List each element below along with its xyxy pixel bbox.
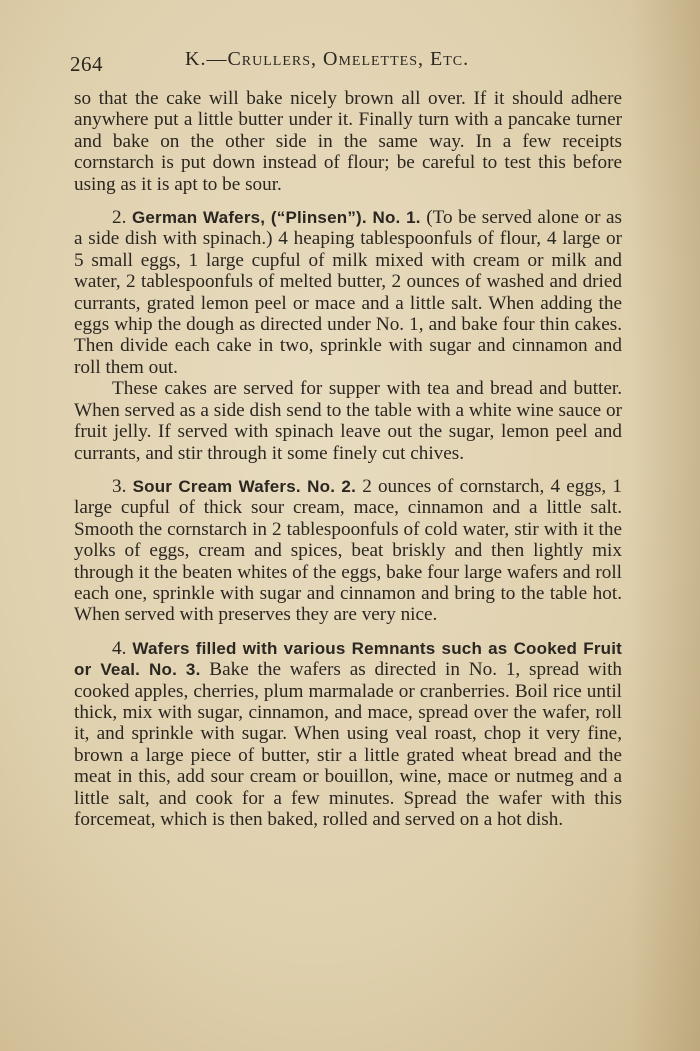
recipe-number: 4. [112, 637, 127, 659]
page-number: 264 [70, 52, 103, 76]
recipe-text: Bake the wafers as directed in No. 1, spread with cooked apples, cherries, plum marmalade or cranberries. Boil rice until thick, mix with sugar, cinnamon, and mace, spread over the wafer, roll it, and sprinkle with sugar. When using veal roast, chop it very fine, brown a large piece of butter, stir a little grated wheat bread and the meat in this, add sour cream or bouillon, wine, mace or nutmeg and a little salt, and cook for a few minutes. Spread the wafer with this forcemeat, which is then baked, rolled and served on a hot dish. [74, 659, 622, 830]
recipe-paragraph [74, 207, 622, 378]
recipe-sour-cream-wafers [74, 476, 622, 626]
page-body [74, 88, 622, 830]
page-header [70, 48, 622, 78]
recipe-number: 3. [112, 475, 127, 497]
recipe-filled-wafers [74, 638, 622, 831]
recipe-text: (To be served alone or as a side dish with spinach.) 4 heaping tablespoonfuls of flour, 4 large or 5 small eggs, 1 large cupful of milk mixed with cream or milk and water, 2 tablespoonfuls of melted butter, 2 ounces of washed and dried currants, grated lemon peel or mace and a little salt. When adding the eggs whip the dough as directed under No. 1, and bake four thin cakes. Then divide each cake in two, sprinkle with sugar and cinnamon and roll them out. [74, 207, 623, 378]
continuation-paragraph: so that the cake will bake nicely brown all over. If it should adhere anywhere put a little butter under it. Finally turn with a pancake turner and bake on the other side in the same way. In a few receipts cornstarch is put down instead of flour; be careful to test this before using as it is apt to be sour. [74, 88, 622, 195]
recipe-paragraph [74, 638, 622, 831]
recipe-serving-note: These cakes are served for supper with tea and bread and butter. When served as a side dish send to the table with a white wine sauce or fruit jelly. If served with spinach leave out the sugar, lemon peel and currants, and stir through it some finely cut chives. [74, 378, 622, 464]
recipe-title: Wafers filled with various Remnants such as Cooked Fruit or Veal. No. 3. [74, 638, 622, 680]
running-head: K.—Crullers, Omelettes, Etc. [185, 48, 470, 70]
recipe-text: 2 ounces of cornstarch, 4 eggs, 1 large cupful of thick sour cream, mace, cinnamon and a little salt. Smooth the cornstarch in 2 tablespoonfuls of cold water, stir with it the yolks of eggs, cream and spices, beat briskly and then lightly mix through it the beaten whites of the eggs, bake four large wafers and roll each one, sprinkle with sugar and cinnamon and bring to the table hot. When served with preserves they are very nice. [74, 475, 623, 626]
recipe-german-wafers [74, 207, 622, 464]
recipe-title: German Wafers, (“Plinsen”). No. 1. [131, 208, 421, 228]
recipe-paragraph [74, 476, 622, 626]
recipe-title: Sour Cream Wafers. No. 2. [132, 476, 356, 496]
recipe-number: 2. [112, 207, 127, 229]
